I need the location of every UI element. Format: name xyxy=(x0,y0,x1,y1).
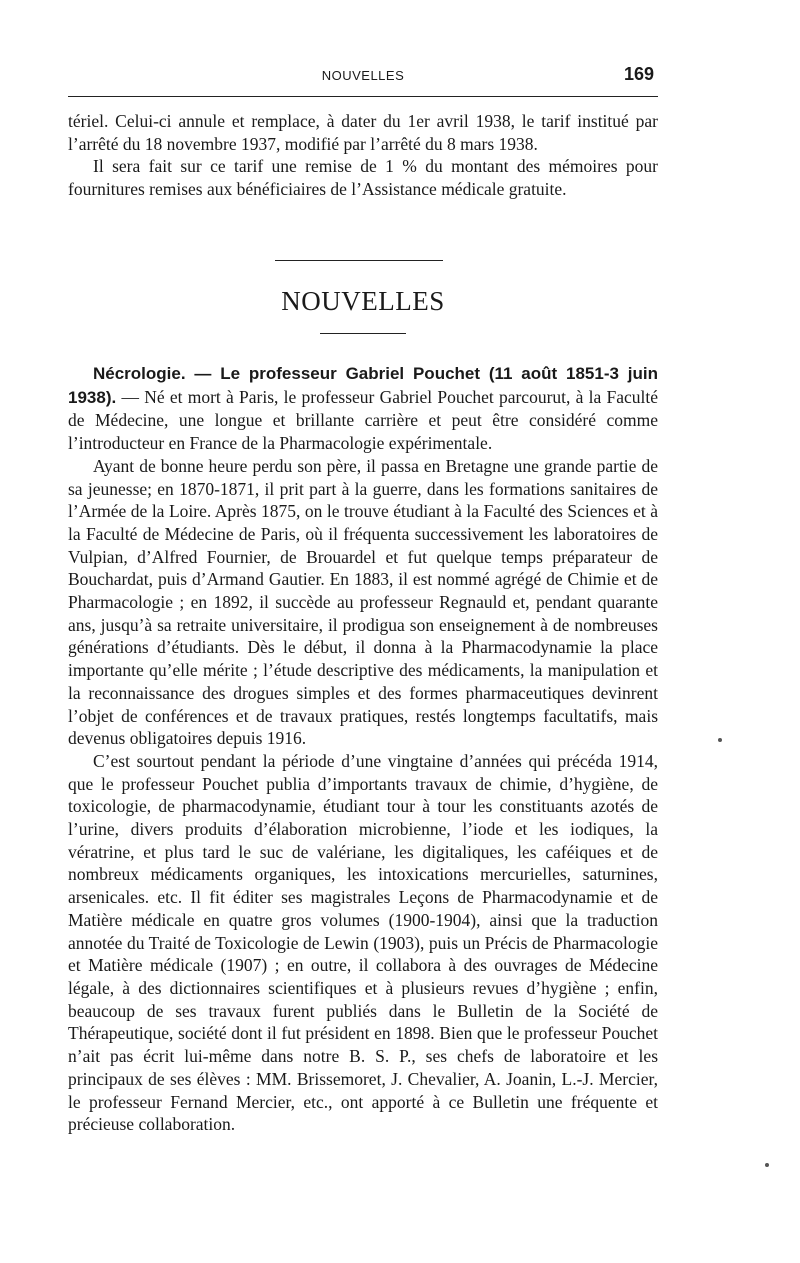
running-title: NOUVELLES xyxy=(321,68,405,83)
separator-rule xyxy=(275,260,443,261)
article-heading: Nécrologie. — Le professeur Gabriel Pouchet (11 août 1851-3 juin 1938). xyxy=(68,364,658,407)
section-title: NOUVELLES xyxy=(281,286,445,316)
print-speck xyxy=(718,738,722,742)
print-speck xyxy=(765,1163,769,1167)
article-lead: — Né et mort à Paris, le professeur Gabriel Pouchet parcourut, à la Faculté de Médecine, une longue et brillante carrière et peut être considéré comme l’introducteur en France de la Pharmacologie expérimentale. xyxy=(68,386,659,454)
paragraph: tériel. Celui-ci annule et remplace, à dater du 1er avril 1938, le tarif institué par l’arrêté du 18 novembre 1937, modifié par l’arrêté du 8 mars 1938. xyxy=(68,111,658,154)
paragraph xyxy=(68,362,658,455)
obituary-article xyxy=(68,362,658,1136)
header-rule xyxy=(68,96,658,97)
running-head xyxy=(68,64,658,88)
title-rule xyxy=(320,333,406,334)
paragraph: Il sera fait sur ce tarif une remise de 1 % du montant des mémoires pour fournitures remises aux bénéficiaires de l’Assistance médicale gratuite. xyxy=(68,156,658,199)
paragraph: C’est sourtout pendant la période d’une vingtaine d’années qui précéda 1914, que le professeur Pouchet publia d’importants travaux de chimie, d’hygiène, de toxicologie, de pharmacodynamie, étudiant tour à tour les constituants azotés de l’urine, divers produits d’élaboration microbienne, l’iode et les iodiques, la vératrine, et plus tard le suc de valériane, les digitaliques, les caféiques et de nombreux médicaments organiques, les intoxications mercurielles, saturnines, arsenicales. etc. Il fit éditer ses magistrales Leçons de Pharmacodynamie et de Matière médicale en quatre gros volumes (1900-1904), ainsi que la traduction annotée du Traité de Toxicologie de Lewin (1903), puis un Précis de Pharmacologie et Matière médicale (1907) ; en outre, il collabora à des ouvrages de Médecine légale, à des dictionnaires scientifiques et à plusieurs revues d’hygiène ; enfin, beaucoup de ses travaux furent publiés dans le Bulletin de la Société de Thérapeutique, société dont il fut président en 1898. Bien que le professeur Pouchet n’ait pas écrit lui-même dans notre B. S. P., ses chefs de laboratoire et les principaux de ses élèves : MM. Brissemoret, J. Chevalier, A. Joanin, L.-J. Mercier, le professeur Fernand Mercier, etc., ont apporté à ce Bulletin une fréquente et précieuse collaboration. xyxy=(68,750,658,1135)
carry-over-text xyxy=(68,110,658,200)
paragraph: Ayant de bonne heure perdu son père, il passa en Bretagne une grande partie de sa jeunesse; en 1870-1871, il prit part à la guerre, dans les formations sanitaires de l’Armée de la Loire. Après 1875, on le trouve étudiant à la Faculté des Sciences et à la Faculté de Médecine de Paris, où il fréquenta successivement les laboratoires de Vulpian, d’Alfred Fournier, de Brouardel et fut quelque temps préparateur de Bouchardat, puis d’Armand Gautier. En 1883, il est nommé agrégé de Chimie et de Pharmacologie ; en 1892, il succède au professeur Regnauld et, pendant quarante ans, jusqu’à sa retraite universitaire, il prodigua son enseignement à de nombreuses générations d’étudiants. Dès le début, il donna à la Pharmacodynamie la place importante qu’elle mérite ; l’étude descriptive des médicaments, la manipulation et la reconnaissance des drogues simples et des formes pharmaceutiques devinrent l’objet de conférences et de travaux pratiques, restés longtemps facultatifs, mais devenus obligatoires depuis 1916. xyxy=(68,455,658,749)
page-number: 169 xyxy=(623,64,654,84)
